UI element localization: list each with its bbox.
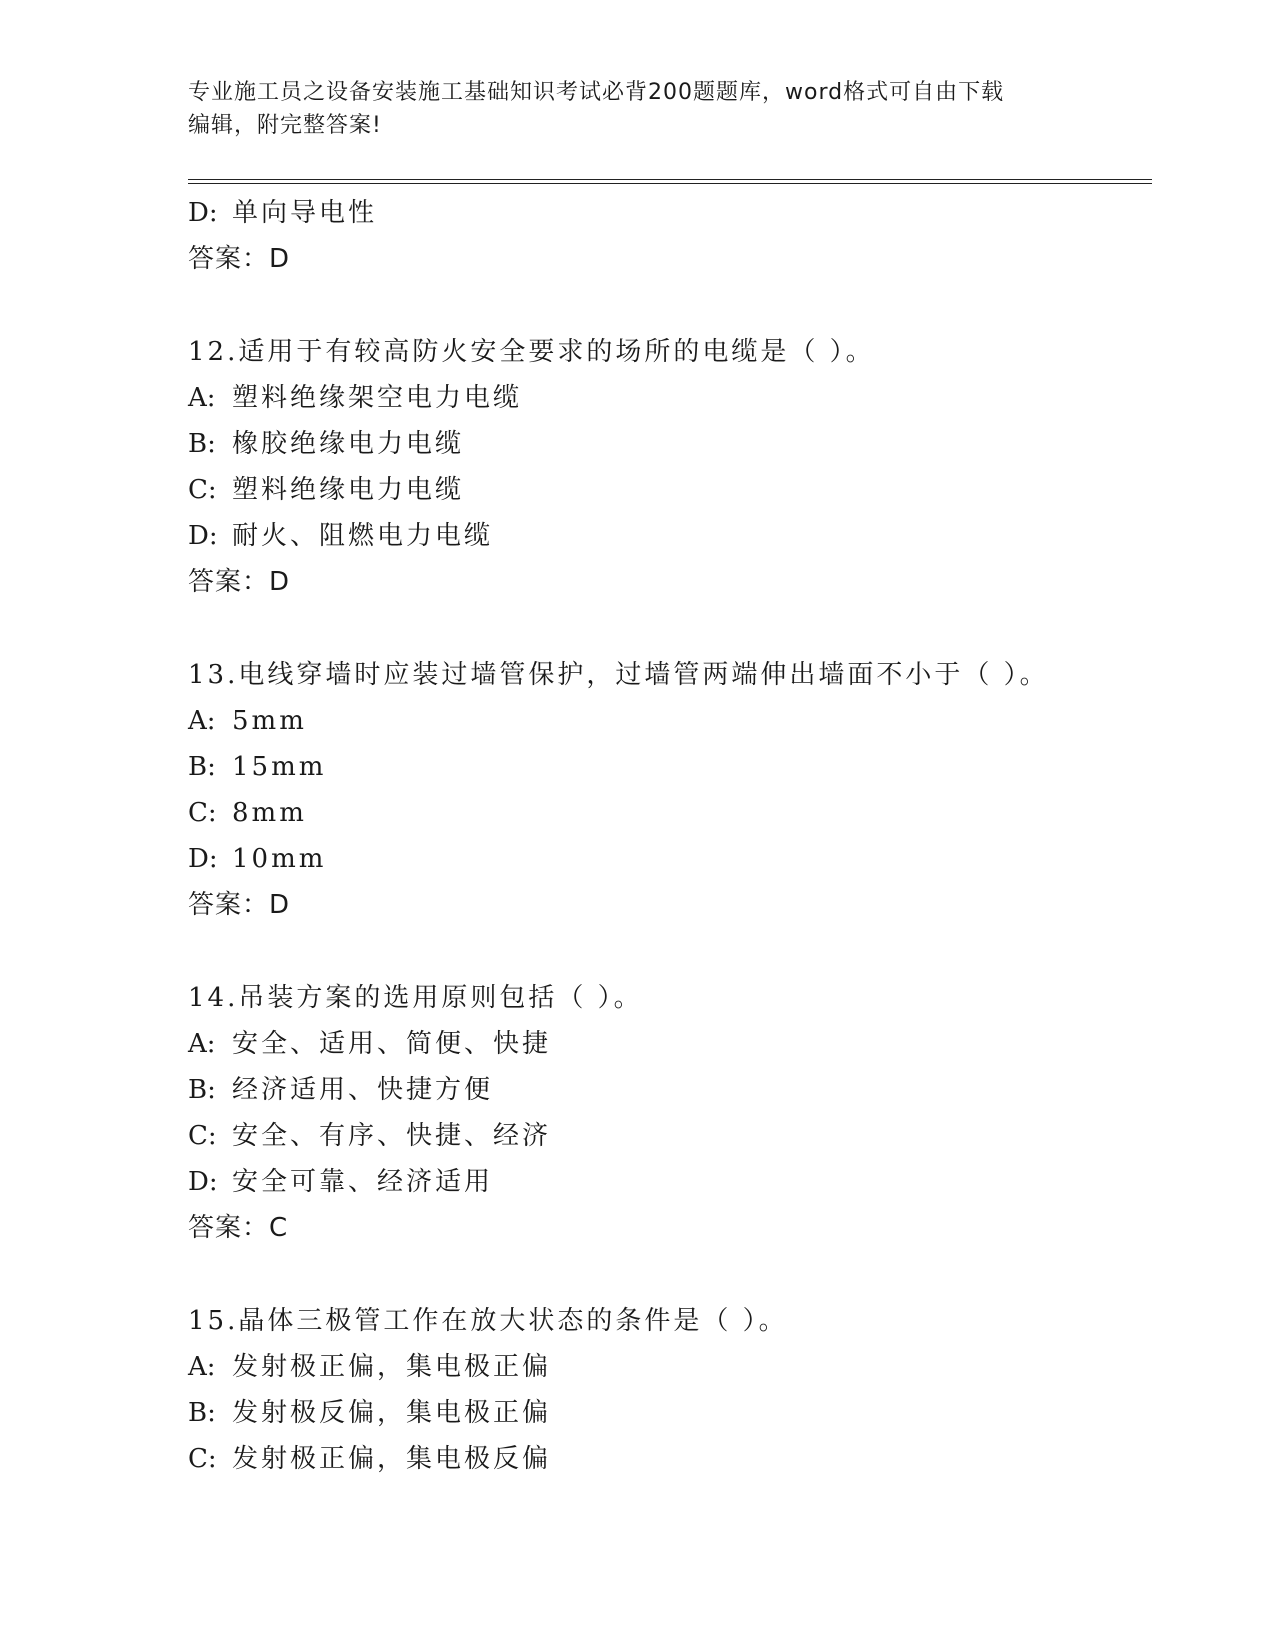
question-block-13 (188, 652, 1152, 928)
option-a (188, 698, 1152, 744)
option-a (188, 1344, 1152, 1390)
option-text: 单向导电性 (232, 198, 378, 228)
option-letter: B: (188, 1398, 216, 1428)
header-divider-bottom (188, 183, 1152, 184)
question-list (188, 190, 1152, 1482)
option-c (188, 1436, 1152, 1482)
option-c (188, 1113, 1152, 1159)
option-text: 安全可靠、经济适用 (232, 1167, 494, 1197)
question-block-12 (188, 329, 1152, 605)
question-text: 13.电线穿墙时应装过墙管保护，过墙管两端伸出墙面不小于（ ）。 (188, 660, 1049, 690)
option-d (188, 190, 1152, 236)
option-text: 耐火、阻燃电力电缆 (232, 521, 494, 551)
document-header (188, 76, 1068, 142)
option-letter: D: (188, 844, 218, 874)
option-text: 发射极正偏，集电极反偏 (232, 1444, 552, 1474)
option-letter: B: (188, 429, 216, 459)
answer-line: 答案：D (188, 567, 291, 597)
option-a (188, 375, 1152, 421)
option-letter: B: (188, 752, 216, 782)
option-letter: B: (188, 1075, 216, 1105)
answer-line: 答案：C (188, 1213, 289, 1243)
question-block-15 (188, 1298, 1152, 1482)
option-letter: A: (188, 706, 216, 736)
option-letter: C: (188, 1444, 217, 1474)
question-block-14 (188, 975, 1152, 1251)
header-divider-top (188, 179, 1152, 180)
option-letter: A: (188, 1029, 216, 1059)
option-letter: A: (188, 1352, 216, 1382)
option-letter: D: (188, 198, 218, 228)
option-b (188, 744, 1152, 790)
option-c (188, 790, 1152, 836)
question-block-11 (188, 190, 1152, 282)
option-text: 5mm (232, 706, 307, 736)
option-text: 经济适用、快捷方便 (232, 1075, 494, 1105)
option-text: 发射极反偏，集电极正偏 (232, 1398, 552, 1428)
option-letter: D: (188, 1167, 218, 1197)
option-text: 安全、有序、快捷、经济 (232, 1121, 552, 1151)
answer-line: 答案：D (188, 890, 291, 920)
question-text: 12.适用于有较高防火安全要求的场所的电缆是（ ）。 (188, 337, 875, 367)
option-text: 橡胶绝缘电力电缆 (232, 429, 465, 459)
option-letter: A: (188, 383, 216, 413)
option-text: 塑料绝缘电力电缆 (232, 475, 465, 505)
header-title-line-2: 编辑，附完整答案! (188, 113, 382, 138)
option-letter: C: (188, 1121, 217, 1151)
option-d (188, 513, 1152, 559)
option-letter: C: (188, 798, 217, 828)
option-letter: D: (188, 521, 218, 551)
option-c (188, 467, 1152, 513)
option-a (188, 1021, 1152, 1067)
option-text: 塑料绝缘架空电力电缆 (232, 383, 523, 413)
header-title-line-1: 专业施工员之设备安装施工基础知识考试必背200题题库，word格式可自由下载 (188, 80, 1005, 105)
option-text: 15mm (232, 752, 327, 782)
option-b (188, 421, 1152, 467)
answer-line: 答案：D (188, 244, 291, 274)
question-text: 15.晶体三极管工作在放大状态的条件是（ ）。 (188, 1306, 788, 1336)
option-d (188, 1159, 1152, 1205)
option-text: 安全、适用、简便、快捷 (232, 1029, 552, 1059)
question-text: 14.吊装方案的选用原则包括（ ）。 (188, 983, 643, 1013)
option-text: 发射极正偏，集电极正偏 (232, 1352, 552, 1382)
option-letter: C: (188, 475, 217, 505)
option-b (188, 1390, 1152, 1436)
option-text: 8mm (232, 798, 307, 828)
option-b (188, 1067, 1152, 1113)
option-d (188, 836, 1152, 882)
option-text: 10mm (232, 844, 327, 874)
